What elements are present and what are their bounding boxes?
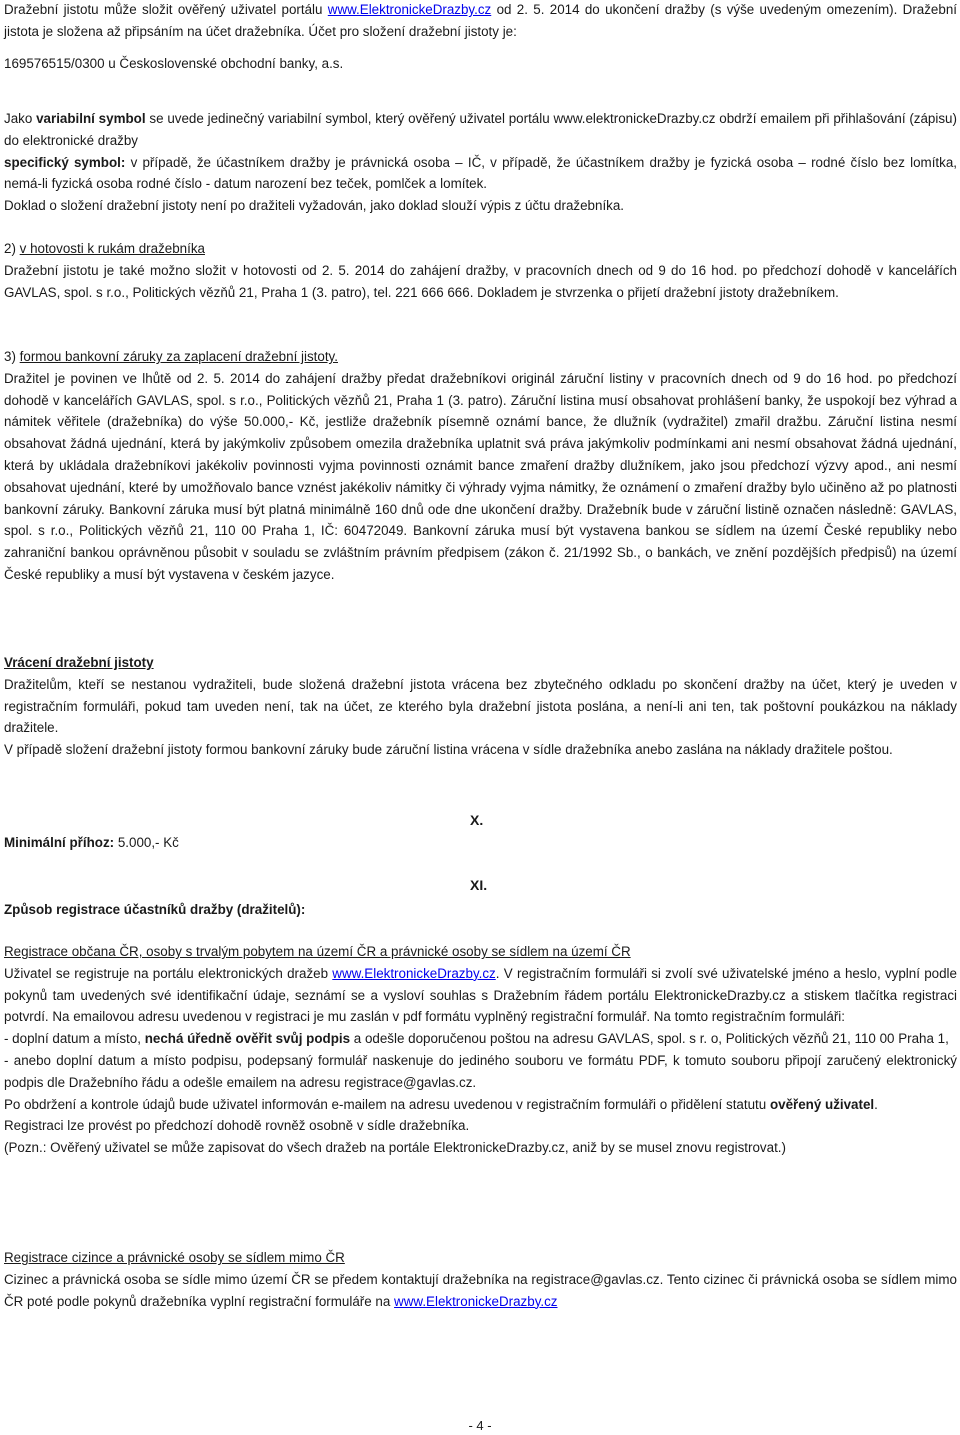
variable-symbol-text: Jako variabilní symbol se uvede jedinečný variabilní symbol, který ověřený uživatel portálu www.elektronickeDrazby.cz obdrží emailem při přihlašování (zápisu) do elektronické dražby <box>4 111 957 148</box>
citizen-text: Uživatel se registruje na portálu elektronických dražeb www.ElektronickeDrazby.cz. V registračním formuláři si zvolí své uživatelské jméno a heslo, vyplní podle pokynů tam uvedených své identifikační údaje, seznámí se a vysloví souhlas s Dražebním řádem portálu ElektronickeDrazby.cz a stiskem tlačítka registraci potvrdí. Na emailovou adresu uvedenou v registraci je mu zaslán v pdf formátu vyplněný registrační formulář. Na tomto registračním formuláři: <box>4 965 957 1025</box>
section-x-heading: X. <box>470 812 484 828</box>
cash-section <box>4 238 957 303</box>
portal-link[interactable]: www.ElektronickeDrazby.cz <box>327 2 492 17</box>
portal-link[interactable]: www.ElektronickeDrazby.cz <box>394 1293 558 1309</box>
refund-text-1: Dražitelům, kteří se nestanou vydražiteli, bude složená dražební jistota vrácena bez zbytečného odkladu po skončení dražby na účet, který je uveden v registračním formuláři, pokud tam uveden není, tak na účet, ze kterého byla dražební jistota poslána, a není-li ani ten, tak poštovní poukázkou na náklady dražitele. <box>4 676 957 736</box>
refund-text-2: V případě složení dražební jistoty formou bankovní záruky bude záruční listina vrácena v sídle dražebníka anebo zaslána na náklady dražitele poštou. <box>4 742 893 758</box>
foreign-registration <box>4 1247 957 1312</box>
refund-section <box>4 652 957 761</box>
guarantee-text: Dražitel je povinen ve lhůtě od 2. 5. 2014 do zahájení dražby předat dražebníkovi originál záruční listiny v pracovních dnech od 9 do 16 hod. po předchozí dohodě v kancelářích GAVLAS, spol. s r.o., Politických vězňů 21, Praha 1 (3. patro). Záruční listina musí obsahovat prohlášení banky, že uspokojí bez výhrad a námitek věřitele (dražebníka) do výše 50.000,- Kč, jestliže dražebník písemně oznámí bance, že dlužník (vydražitel) zmařil dražbu. Záruční listina nesmí obsahovat žádná ujednání, která by jakýmkoliv způsobem omezila dražebníka uplatnit svá práva jakýmkoliv podmínkami ani nesmí obsahovat žádná ujednání, která by ukládala dražebníkovi jakékoliv povinnosti vyjma povinnosti oznámit bance zmaření dražby dlužníkem, jako jsou předchozí výzvy apod., ani nesmí obsahovat ujednání, které by umožňovalo bance vznést jakékoliv námitky či výhrady vyjma námitky, že oznámení o zmaření dražby bylo učiněno až po platnosti bankovní záruky. Bankovní záruka musí být platná minimálně 160 dnů ode dne ukončení dražby. Dražebník bude v záruční listině označen následně: GAVLAS, spol. s r.o., Politických vězňů 21, 110 00 Praha 1, IČ: 60472049. Bankovní záruka musí být vystavena bankou se sídlem na území České republiky nebo zahraniční bankou oprávněnou působit v souladu se zvláštním právním předpisem (zákon č. 21/1992 Sb., o bankách, ve znění pozdějších předpisů) na území České republiky a musí být vystavena v českém jazyce. <box>4 370 957 582</box>
specific-symbol-text: specifický symbol: v případě, že účastníkem dražby je právnická osoba – IČ, v případě, že účastníkem dražby je fyzická osoba – rodné číslo bez lomítka, nemá-li fyzická osoba rodné číslo - datum narození bez teček, pomlček a lomítek. <box>4 154 957 192</box>
cash-text: Dražební jistotu je také možno složit v hotovosti od 2. 5. 2014 do zahájení dražby, v pracovních dnech od 9 do 16 hod. po předchozí dohodě v kancelářích GAVLAS, spol. s r.o., Politických vězňů 21, Praha 1 (3. patro), tel. 221 666 666. Dokladem je stvrzenka o přijetí dražební jistoty dražebníkem. <box>4 262 957 300</box>
payment-symbols <box>4 108 957 217</box>
section-xi-heading: XI. <box>470 877 488 893</box>
refund-heading: Vrácení dražební jistoty <box>4 655 154 670</box>
page-number: - 4 - <box>468 1418 492 1433</box>
cash-heading: 2) v hotovosti k rukám dražebníka <box>4 241 205 256</box>
deposit-paragraph: Dražební jistotu může složit ověřený uživatel portálu www.ElektronickeDrazby.cz od 2. 5. 2014 do ukončení dražby (s výše uvedeným omezením). Dražební jistota je složena až připsáním na účet dražebníka. Účet pro složení dražební jistoty je: <box>4 2 957 39</box>
guarantee-heading: 3) formou bankovní záruky za zaplacení dražební jistoty. <box>4 349 338 364</box>
option-mail: - doplní datum a místo, nechá úředně ověřit svůj podpis a odešle doporučenou poštou na adresu GAVLAS, spol. s r. o, Politických vězňů 21, 110 00 Praha 1, <box>4 1031 949 1047</box>
citizen-heading: Registrace občana ČR, osoby s trvalým pobytem na území ČR a právnické osoby se sídlem na území ČR <box>4 944 631 959</box>
bank-account: 169576515/0300 u Československé obchodní banky, a.s. <box>4 55 344 71</box>
registration-heading: Způsob registrace účastníků dražby (dražitelů): <box>4 902 306 917</box>
guarantee-section <box>4 346 957 586</box>
deposit-proof: Doklad o složení dražební jistoty není po dražiteli vyžadován, jako doklad slouží výpis z účtu dražebníka. <box>4 198 625 214</box>
citizen-registration <box>4 941 957 1159</box>
verification-text: Po obdržení a kontrole údajů bude uživatel informován e-mailem na adresu uvedenou v registračním formuláři o přidělení statutu ověřený uživatel. <box>4 1096 878 1112</box>
personal-registration: Registraci lze provést po předchozí dohodě rovněž osobně v sídle dražebníka. <box>4 1118 470 1134</box>
option-email: - anebo doplní datum a místo podpisu, podepsaný formulář naskenuje do jediného souboru ve formátu PDF, k tomuto souboru připojí zaručený elektronický podpis dle Dražebního řádu a odešle emailem na adresu registrace@gavlas.cz. <box>4 1052 957 1090</box>
foreign-heading: Registrace cizince a právnické osoby se sídlem mimo ČR <box>4 1250 345 1265</box>
portal-link[interactable]: www.ElektronickeDrazby.cz <box>332 965 496 981</box>
foreign-text: Cizinec a právnická osoba se sídle mimo území ČR se předem kontaktují dražebníka na registrace@gavlas.cz. Tento cizinec či právnická osoba se sídlem mimo ČR poté podle pokynů dražebníka vyplní registrační formuláře na www.ElektronickeDrazby.cz <box>4 1271 957 1309</box>
min-bid: Minimální příhoz: 5.000,- Kč <box>4 835 179 850</box>
registration-note: (Pozn.: Ověřený uživatel se může zapisovat do všech dražeb na portále ElektronickeDrazby.cz, aniž by se musel znovu registrovat.) <box>4 1140 786 1156</box>
deposit-intro <box>4 0 957 74</box>
